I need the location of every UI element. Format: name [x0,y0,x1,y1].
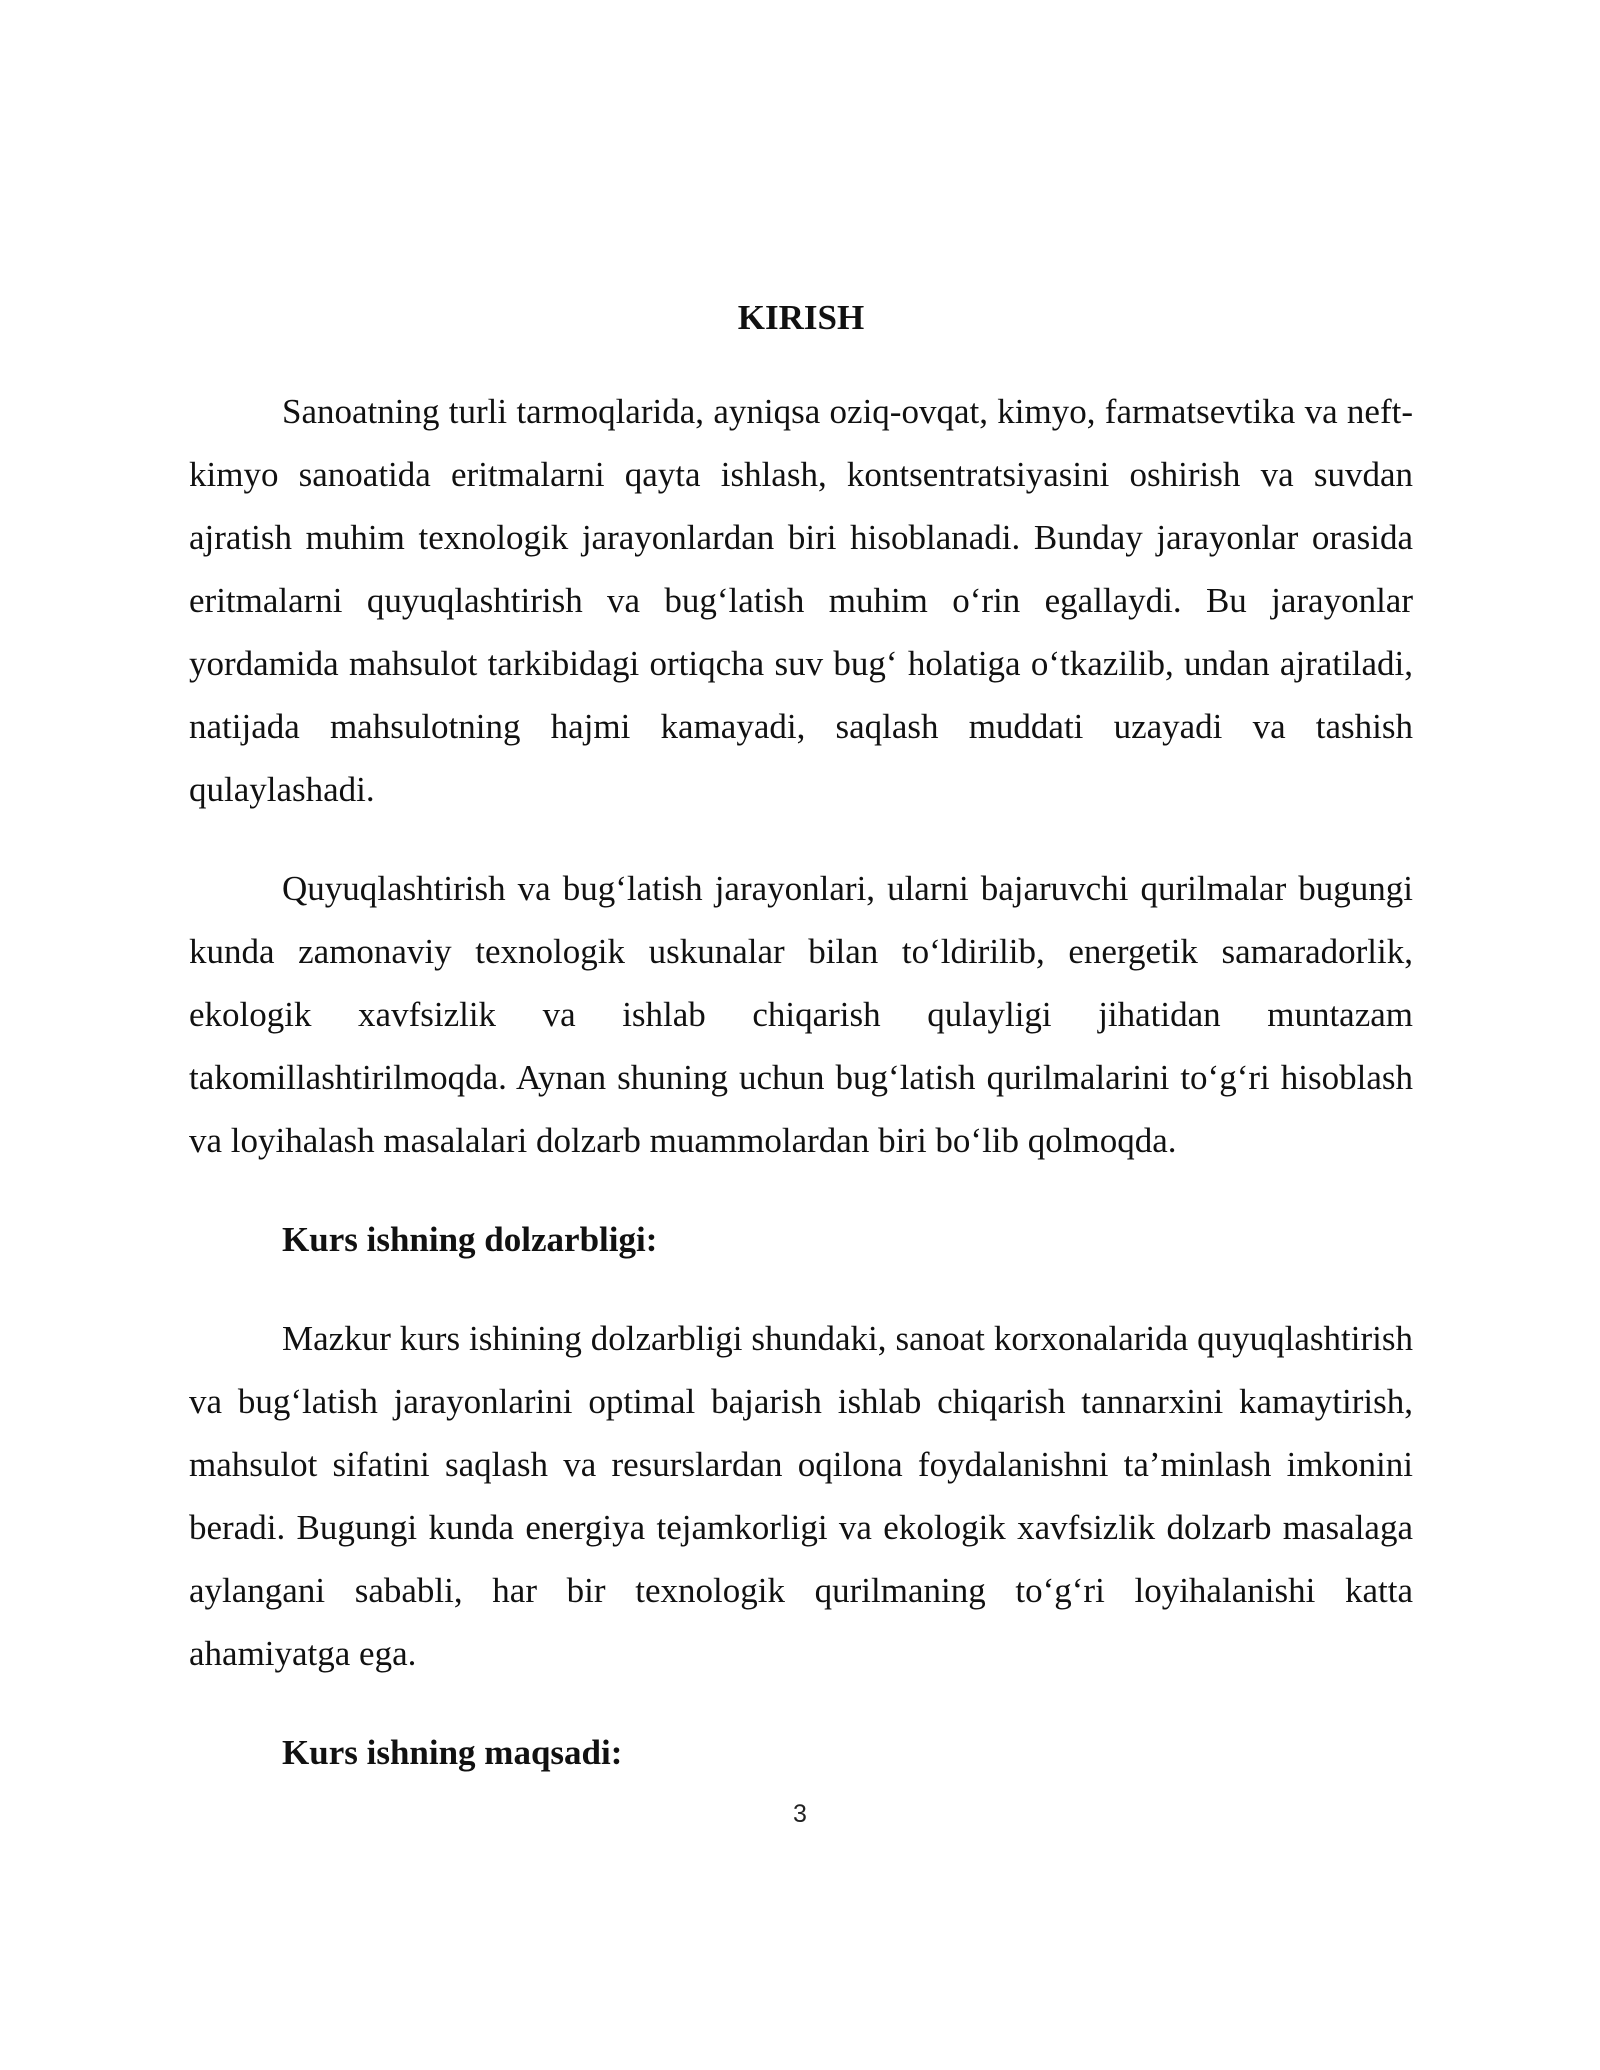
intro-paragraph-2: Quyuqlashtirish va bug‘latish jarayonlari, ularni bajaruvchi qurilmalar bugungi kunda zamonaviy texnologik uskunalar bilan to‘ldirilib, energetik samaradorlik, ekologik xavfsizlik va ishlab chiqarish qulayligi jihatidan muntazam takomillashtirilmoqda. Aynan shuning uchun bug‘latish qurilmalarini to‘g‘ri hisoblash va loyihalash masalalari dolzarb muammolardan biri bo‘lib qolmoqda. [189,869,1413,1160]
page-number: 3 [793,1800,807,1828]
section-heading-goal: Kurs ishning maqsadi: [282,1733,623,1772]
page-title: KIRISH [737,298,865,337]
page-content [189,292,1413,1820]
intro-paragraph-1: Sanoatning turli tarmoqlarida, ayniqsa oziq-ovqat, kimyo, farmatsevtika va neft-kimyo sanoatida eritmalarni qayta ishlash, kontsentratsiyasini oshirish va suvdan ajratish muhim texnologik jarayonlardan biri hisoblanadi. Bunday jarayonlar orasida eritmalarni quyuqlashtirish va bug‘latish muhim o‘rin egallaydi. Bu jarayonlar yordamida mahsulot tarkibidagi ortiqcha suv bug‘ holatiga o‘tkazilib, undan ajratiladi, natijada mahsulotning hajmi kamayadi, saqlash muddati uzayadi va tashish qulaylashadi. [189,392,1413,809]
section-heading-relevance: Kurs ishning dolzarbligi: [282,1220,658,1259]
relevance-paragraph: Mazkur kurs ishining dolzarbligi shundaki, sanoat korxonalarida quyuqlashtirish va bug‘latish jarayonlarini optimal bajarish ishlab chiqarish tannarxini kamaytirish, mahsulot sifatini saqlash va resurslardan oqilona foydalanishni ta’minlash imkonini beradi. Bugungi kunda energiya tejamkorligi va ekologik xavfsizlik dolzarb masalaga aylangani sababli, har bir texnologik qurilmaning to‘g‘ri loyihalanishi katta ahamiyatga ega. [189,1319,1413,1673]
